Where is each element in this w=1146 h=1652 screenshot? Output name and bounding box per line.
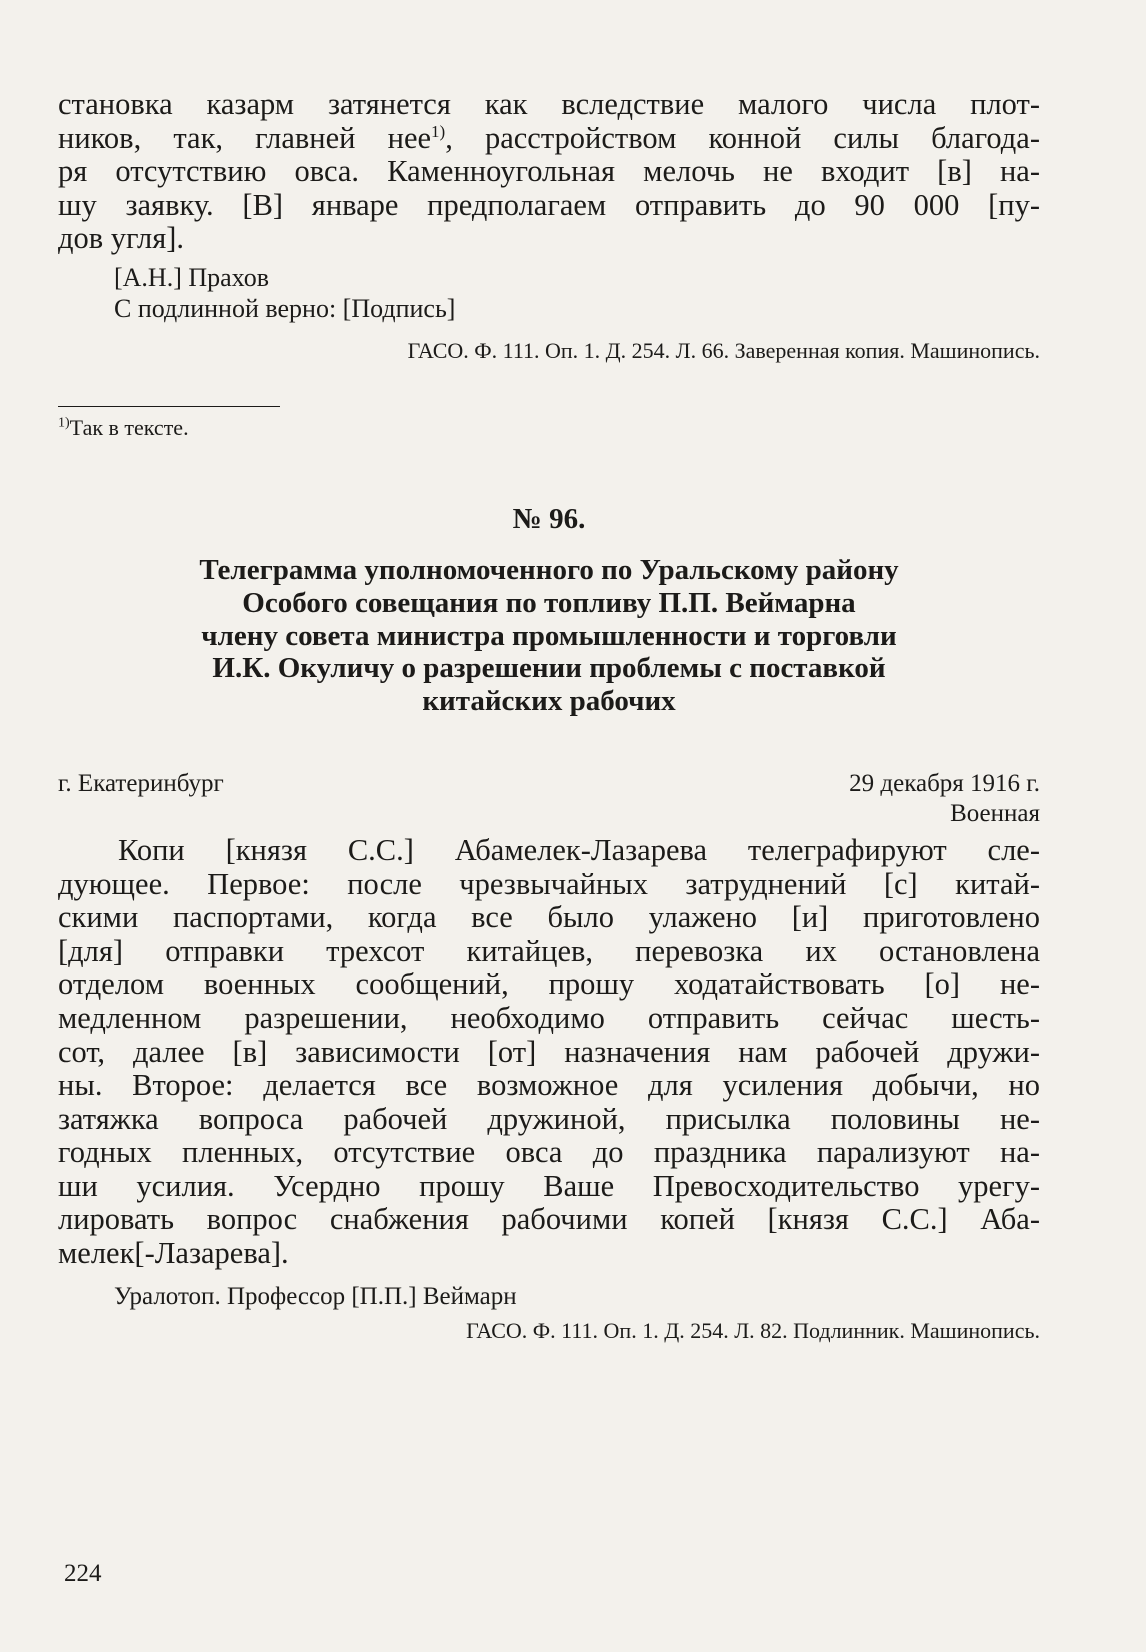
continuation-paragraph [58,88,1040,256]
text-line: мелек[-Лазарева]. [58,1236,289,1271]
text-line: шу заявку. [В] январе предполагаем отправить до 90 000 [пу- [58,187,1040,222]
document-page [58,88,1040,1344]
telegram-signature: Уралотоп. Профессор [П.П.] Веймарн [114,1282,517,1310]
title-line: Телеграмма уполномоченного по Уральскому району [199,553,899,586]
text-line: Копи [князя С.С.] Абамелек-Лазарева телеграфируют сле- [118,832,1040,867]
archive-source: ГАСО. Ф. 111. Оп. 1. Д. 254. Л. 82. Подлинник. Машинопись. [466,1317,1040,1343]
title-line: китайских рабочих [422,685,676,718]
text-line: отделом военных сообщений, прошу ходатайствовать [о] не- [58,967,1040,1002]
text-line: скими паспортами, когда все было улажено [и] приготовлено [58,900,1040,935]
verification-note: С подлинной верно: [Подпись] [114,293,456,323]
archive-source: ГАСО. Ф. 111. Оп. 1. Д. 254. Л. 66. Заверенная копия. Машинопись. [407,337,1040,363]
text-line: медленном разрешении, необходимо отправить сейчас шесть- [58,1000,1040,1035]
text-line: ря отсутствию овса. Каменноугольная мелочь не входит [в] на- [58,154,1040,189]
text-line: ны. Второе: делается все возможное для усиления добычи, но [58,1068,1040,1103]
telegram-type: Военная [950,799,1040,827]
place: г. Екатеринбург [58,769,224,797]
text-line: становка казарм затянется как вследствие малого числа плот- [58,87,1040,121]
footnote-ref: 1) [431,121,446,141]
title-line: члену совета министра промышленности и торговли [201,619,897,652]
text-line: сот, далее [в] зависимости [от] назначения нам рабочей дружи- [58,1034,1040,1069]
footnote-mark: 1) [58,415,70,431]
text-line: ши усилия. Усердно прошу Ваше Превосходительство урегу- [58,1168,1040,1203]
text-line: дов угля]. [58,221,185,256]
text-line: [для] отправки трехсот китайцев, перевозка их остановлена [58,933,1040,968]
footnote: $^{1)}$Так в тексте. [58,414,189,440]
date: 29 декабря 1916 г. [849,769,1040,797]
text-line: лировать вопрос снабжения рабочими копей [князя С.С.] Аба- [58,1202,1040,1237]
title-line: Особого совещания по топливу П.П. Веймарна [242,586,856,619]
page-number: 224 [64,1560,102,1587]
text-line: затяжка вопроса рабочей дружиной, присылка половины не- [58,1101,1040,1136]
signature-block [58,262,1040,324]
text-line: дующее. Первое: после чрезвычайных затруднений [с] китай- [58,866,1040,901]
place-date-row [58,770,1040,798]
document-title [58,554,1040,718]
text-line: ников, так, главней нее$^{1)}$, расстройством конной силы благода- [58,120,1040,155]
signatory-name: [А.Н.] Прахов [114,262,269,292]
footnote-separator [58,406,280,407]
document-number: № 96. [512,502,586,535]
telegram-body [58,834,1040,1271]
text-line: годных пленных, отсутствие овса до праздника парализуют на- [58,1135,1040,1170]
title-line: И.К. Окуличу о разрешении проблемы с поставкой [212,652,886,685]
